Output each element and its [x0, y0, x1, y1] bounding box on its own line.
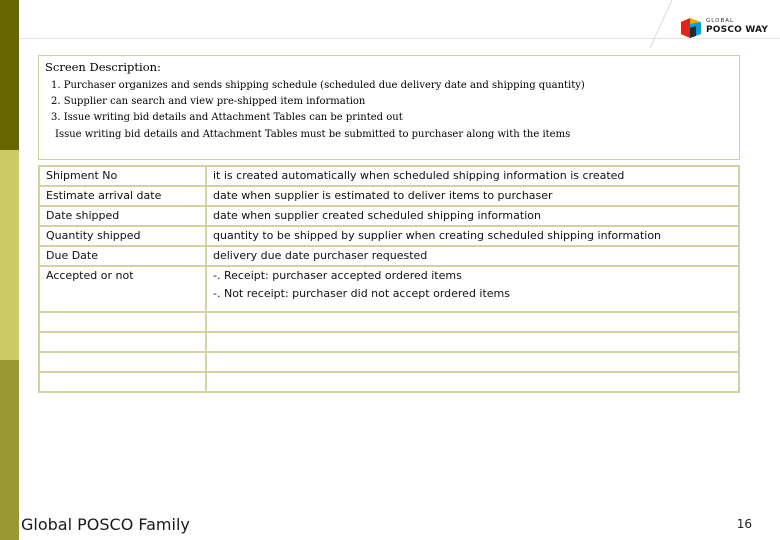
field-description: date when supplier is estimated to deliver items to purchaser	[206, 186, 739, 206]
table-row	[39, 186, 739, 206]
field-description	[206, 266, 739, 312]
table-row	[39, 266, 739, 312]
description-line-1: -. Receipt: purchaser accepted ordered items	[213, 269, 462, 282]
footer-text: Global POSCO Family	[21, 515, 190, 534]
blank-row	[39, 312, 739, 332]
empty-cell	[39, 312, 206, 332]
field-name: Date shipped	[39, 206, 206, 226]
description-line: 1. Purchaser organizes and sends shipping schedule (scheduled due delivery date and shipping quantity)	[51, 80, 585, 91]
table-row	[39, 226, 739, 246]
empty-cell	[206, 332, 739, 352]
side-band-dark	[0, 0, 19, 150]
field-description: date when supplier created scheduled shipping information	[206, 206, 739, 226]
field-name: Quantity shipped	[39, 226, 206, 246]
empty-cell	[206, 352, 739, 372]
empty-cell	[206, 312, 739, 332]
page-number: 16	[736, 517, 752, 531]
logo-big-text: POSCO WAY	[706, 25, 769, 35]
field-name: Shipment No	[39, 166, 206, 186]
description-line: 2. Supplier can search and view pre-shipped item information	[51, 96, 366, 107]
table-row	[39, 206, 739, 226]
blank-row	[39, 352, 739, 372]
table-row	[39, 246, 739, 266]
field-description: quantity to be shipped by supplier when creating scheduled shipping information	[206, 226, 739, 246]
field-name: Due Date	[39, 246, 206, 266]
blank-row	[39, 372, 739, 392]
side-band-light	[0, 150, 19, 360]
field-name: Estimate arrival date	[39, 186, 206, 206]
field-definition-table	[38, 165, 740, 393]
empty-cell	[39, 352, 206, 372]
screen-description	[38, 55, 740, 160]
description-line: Issue writing bid details and Attachment Tables must be submitted to purchaser along with the items	[55, 129, 571, 140]
empty-cell	[39, 372, 206, 392]
global-posco-way-logo	[680, 14, 776, 42]
blank-row	[39, 332, 739, 352]
empty-cell	[39, 332, 206, 352]
description-title: Screen Description:	[45, 60, 161, 74]
side-band-mid	[0, 360, 19, 540]
header-divider	[650, 0, 672, 48]
field-name: Accepted or not	[39, 266, 206, 312]
description-line: 3. Issue writing bid details and Attachment Tables can be printed out	[51, 112, 403, 123]
field-description: it is created automatically when scheduled shipping information is created	[206, 166, 739, 186]
logo-small-text: GLOBAL	[706, 18, 735, 24]
table-row	[39, 166, 739, 186]
posco-logo-icon	[680, 16, 702, 40]
field-description: delivery due date purchaser requested	[206, 246, 739, 266]
description-line-2: -. Not receipt: purchaser did not accept ordered items	[213, 287, 511, 300]
empty-cell	[206, 372, 739, 392]
